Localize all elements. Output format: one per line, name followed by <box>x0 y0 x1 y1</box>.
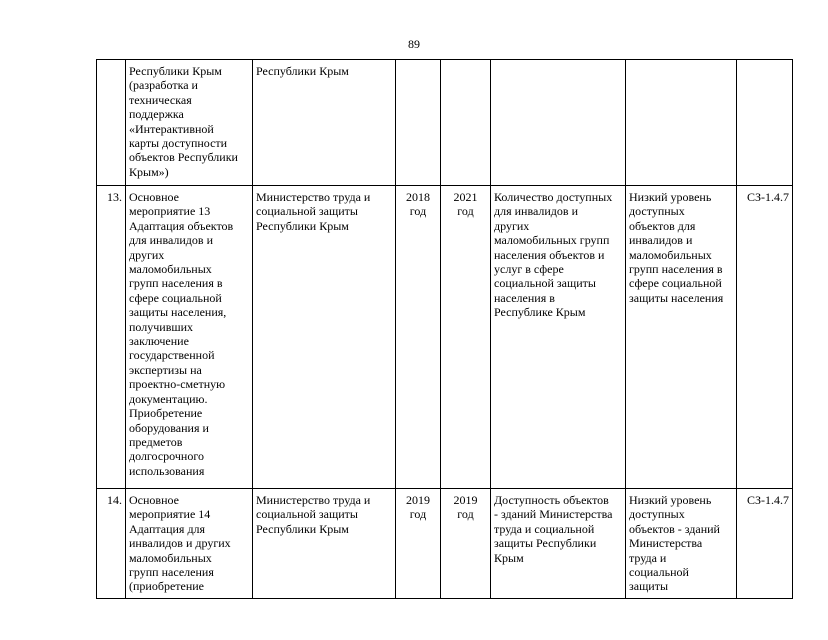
row-number-cell <box>97 60 126 186</box>
page-number: 89 <box>408 37 420 51</box>
end-year-cell: 2021 год <box>441 186 491 489</box>
measure-cell: Основное мероприятие 13 Адаптация объектов для инвалидов и других маломобильных групп населения в сфере социальной защиты населения, получивших заключение государственной экспертизы на проектно-сметную документацию. Приобретение оборудования и предметов долгосрочного использования <box>126 186 253 489</box>
table-row <box>97 489 793 599</box>
consequence-cell <box>626 60 737 186</box>
executor-cell: Министерство труда и социальной защиты Республики Крым <box>253 186 396 489</box>
result-cell <box>491 60 626 186</box>
end-year-cell: 2019 год <box>441 489 491 599</box>
program-measures-table <box>96 59 793 599</box>
indicator-cell: СЗ-1.4.7 <box>737 186 793 489</box>
row-number-cell: 13. <box>97 186 126 489</box>
table-row <box>97 186 793 489</box>
executor-cell: Министерство труда и социальной защиты Республики Крым <box>253 489 396 599</box>
measure-cell: Республики Крым (разработка и техническая поддержка «Интерактивной карты доступности объектов Республики Крым») <box>126 60 253 186</box>
executor-cell: Республики Крым <box>253 60 396 186</box>
start-year-cell: 2019 год <box>396 489 441 599</box>
end-year-cell <box>441 60 491 186</box>
consequence-cell: Низкий уровень доступных объектов - зданий Министерства труда и социальной защиты <box>626 489 737 599</box>
indicator-cell <box>737 60 793 186</box>
row-number-cell: 14. <box>97 489 126 599</box>
measure-cell: Основное мероприятие 14 Адаптация для инвалидов и других маломобильных групп населения (приобретение <box>126 489 253 599</box>
indicator-cell: СЗ-1.4.7 <box>737 489 793 599</box>
table-row <box>97 60 793 186</box>
consequence-cell: Низкий уровень доступных объектов для инвалидов и маломобильных групп населения в сфере социальной защиты населения <box>626 186 737 489</box>
start-year-cell: 2018 год <box>396 186 441 489</box>
result-cell: Доступность объектов - зданий Министерства труда и социальной защиты Республики Крым <box>491 489 626 599</box>
start-year-cell <box>396 60 441 186</box>
result-cell: Количество доступных для инвалидов и других маломобильных групп населения объектов и услуг в сфере социальной защиты населения в Республике Крым <box>491 186 626 489</box>
